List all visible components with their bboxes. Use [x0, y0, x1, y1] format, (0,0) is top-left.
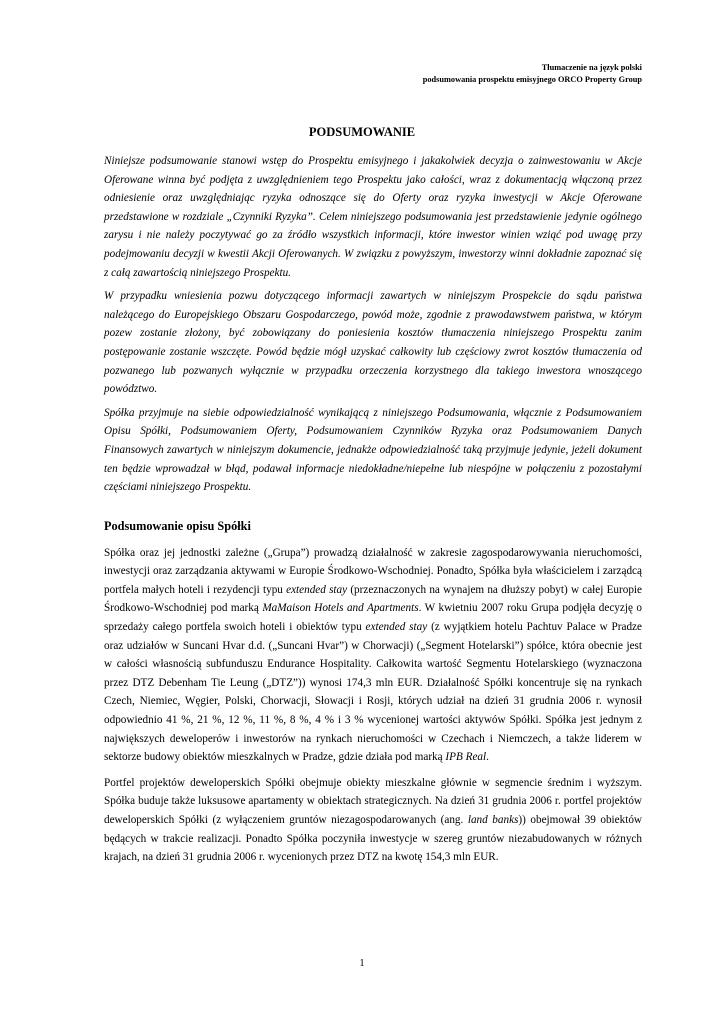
document-body [104, 152, 642, 874]
intro-paragraph: Niniejsze podsumowanie stanowi wstęp do Prospektu emisyjnego i jakakolwiek decyzja o zainwestowaniu w Akcje Oferowane winna być podjęta z uwzględnieniem tego Prospektu jako całości, wraz z dokumentacją włączoną przez odniesienie oraz uwzględniając ryzyka odnoszące się do Oferty oraz ryzyka inwestycji w Akcje Oferowane przedstawione w rozdziale „Czynniki Ryzyka”. Celem niniejszego podsumowania jest przedstawienie jedynie ogólnego zarysu i nie należy poczytywać go za źródło wszystkich informacji, które inwestor winien wziąć pod uwagę przy podejmowaniu decyzji w kwestii Akcji Oferowanych. W związku z powyższym, inwestorzy winni dokładnie zapoznać się z całą zawartością niniejszego Prospektu. [104, 155, 642, 279]
intro-paragraph: Spółka przyjmuje na siebie odpowiedzialność wynikającą z niniejszego Podsumowania, włącznie z Podsumowaniem Opisu Spółki, Podsumowaniem Oferty, Podsumowaniem Czynników Ryzyka oraz Podsumowaniem Danych Finansowych zawartych w niniejszym dokumencie, jednakże odpowiedzialność taką przyjmuje jedynie, jeżeli dokument ten będzie wprowadzał w błąd, podawał informacje niedokładne/niepełne lub niespójne w połączeniu z pozostałymi częściami niniejszego Prospektu. [104, 406, 642, 494]
italic-text-run: extended stay [365, 621, 428, 634]
page-title: PODSUMOWANIE [308, 125, 416, 139]
intro-section [104, 152, 642, 497]
body-paragraph [104, 774, 642, 867]
italic-text-run: MaMaison Hotels and Apartments [262, 602, 419, 615]
text-run: (z wyjątkiem hotelu Pachtuv Palace w Pradze oraz udziałów w Suncani Hvar d.d. („Suncani Hvar”) w Chorwacji) („Segment Hotelarski”) spółce, która obecnie jest w całości własnością subfunduszu Endurance Hospitality. Całkowita wartość Segmentu Hotelarskiego (wyznaczona przez DTZ Debenham Tie Leung („DTZ”)) wynosi 174,3 mln EUR. Działalność Spółki koncentruje się na rynkach Czech, Niemiec, Węgier, Polski, Chorwacji, Słowacji i Rosji, których udział na dzień 31 grudnia 2006 r. wynosił odpowiednio 41 %, 21 %, 12 %, 11 %, 8 %, 4 % i 3 % wycenionej wartości aktywów Spółki. Spółka jest jednym z największych deweloperów i inwestorów na rynkach nieruchomości w Czechach i Niemczech, a także liderem w sektorze budowy obiektów mieszkalnych w Pradze, gdzie działa pod marką [104, 621, 642, 764]
header-line-translation: Tłumaczenie na język polski [541, 63, 642, 72]
italic-text-run: IPB Real [445, 751, 487, 764]
text-run: Spółka oraz jej jednostki zależne („Grupa”) prowadzą działalność w zakresie zagospodarowywania nieruchomości, inwestycji oraz zarządzania aktywami w Europie Środkowo-Wschodniej. Ponadto, Spółka była właścicielem i zarządcą portfela małych hoteli i rezydencji typu [104, 546, 642, 596]
text-run: Portfel projektów deweloperskich Spółki obejmuje obiekty mieszkalne głównie w segmencie średnim i wyższym. Spółka buduje także luksusowe apartamenty w obiektach strategicznych. Na dzień 31 grudnia 2006 r. portfel projektów deweloperskich Spółki (z wyłączeniem gruntów niezagospodarowanych (ang. [104, 776, 642, 826]
section-heading: Podsumowanie opisu Spółki [104, 518, 251, 533]
text-run: )) obejmował 39 obiektów będących w trakcie realizacji. Ponadto Spółka poczyniła inwestycje w szereg gruntów niezabudowanych w różnych krajach, na dzień 31 grudnia 2006 r. wycenionych przez DTZ na kwotę 154,3 mln EUR. [104, 814, 642, 864]
text-run: . W kwietniu 2007 roku Grupa podjęła decyzję o sprzedaży całego portfela swoich hoteli i obiektów typu [104, 602, 643, 634]
text-run: (przeznaczonych na wynajem na dłuższy pobyt) w całej Europie Środkowo-Wschodniej pod marką [104, 583, 642, 615]
italic-text-run: land banks [467, 814, 519, 826]
company-summary-section [104, 544, 642, 867]
text-run: . [486, 751, 489, 764]
document-header [423, 62, 642, 85]
italic-text-run: extended stay [286, 583, 348, 596]
intro-paragraph: W przypadku wniesienia pozwu dotyczącego informacji zawartych w niniejszym Prospekcie do sądu państwa należącego do Europejskiego Obszaru Gospodarczego, powód może, zgodnie z prawodawstwem państwa, w którym pozew zostanie złożony, być zobowiązany do poniesienia kosztów tłumaczenia niniejszego Prospektu zanim postępowanie zostanie wszczęte. Powód będzie mógł uzyskać całkowity lub częściowy zwrot kosztów tłumaczenia od pozwanego lub pozwanych wyłącznie w przypadku orzeczenia korzystnego dla takiego inwestora wnoszącego powództwo. [104, 290, 642, 396]
page-number: 1 [359, 958, 365, 969]
header-line-prospectus: podsumowania prospektu emisyjnego ORCO Property Group [422, 74, 642, 84]
body-paragraph [104, 544, 642, 767]
